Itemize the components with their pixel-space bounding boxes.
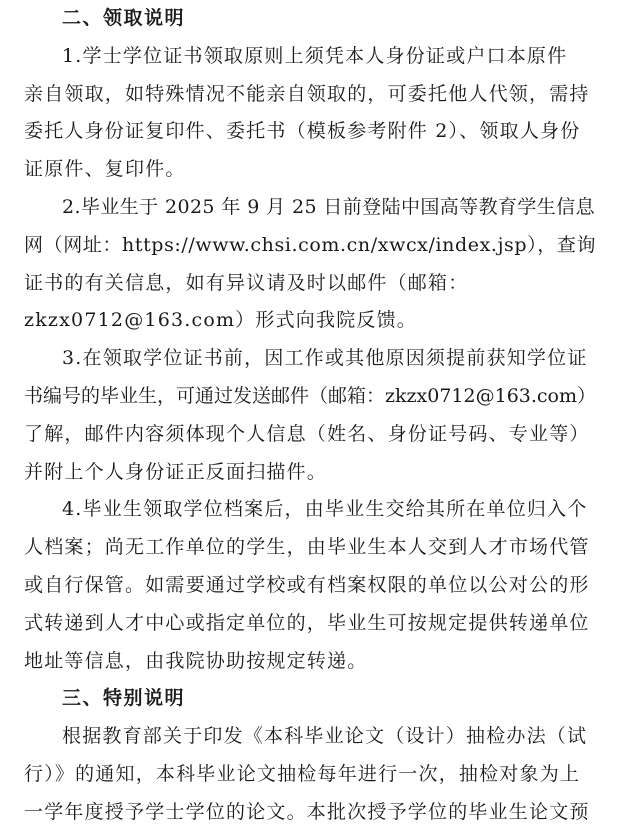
paragraph-line: 人档案；尚无工作单位的学生，由毕业生本人交到人才市场代管 [24,536,590,559]
section-heading-collection: 二、领取说明 [62,7,186,29]
paragraph-line: 行）》的通知，本科毕业论文抽检每年进行一次，抽检对象为上 [24,762,581,785]
paragraph-line: 或自行保管。如需要通过学校或有档案权限的单位以公对公的形 [24,573,590,596]
paragraph-thesis-check [24,718,600,831]
paragraph-line: 式转递到人才中心或指定单位的，毕业生可按规定提供转递单位 [24,611,590,634]
paragraph-line: 4.毕业生领取学位档案后，由毕业生交给其所在单位归入个 [62,498,588,521]
paragraph-line: 3.在领取学位证书前，因工作或其他原因须提前获知学位证 [62,347,588,370]
paragraph-line-with-email: 书编号的毕业生，可通过发送邮件（邮箱：zkzx0712@163.com） [24,384,597,407]
paragraph-info-check [24,189,600,340]
paragraph-line: 1.学士学位证书领取原则上须凭本人身份证或户口本原件 [62,44,568,67]
paragraph-collection-principle [24,38,600,189]
paragraph-line: 根据教育部关于印发《本科毕业论文（设计）抽检办法（试 [62,725,588,748]
paragraph-line: 并附上个人身份证正反面扫描件。 [24,460,328,483]
paragraph-line: 地址等信息，由我院协助按规定转递。 [24,649,368,672]
paragraph-certificate-number [24,340,600,491]
paragraph-line-with-email: zkzx0712@163.com）形式向我院反馈。 [24,309,418,332]
paragraph-line: 了解，邮件内容须体现个人信息（姓名、身份证号码、专业等） [24,422,590,445]
paragraph-line: 证书的有关信息，如有异议请及时以邮件（邮箱： [24,271,469,294]
document-page [24,0,600,832]
paragraph-line: 一学年度授予学士学位的论文。本批次授予学位的毕业生论文预 [24,800,590,823]
paragraph-line: 委托人身份证复印件、委托书（模板参考附件 2）、领取人身份 [24,120,581,143]
paragraph-archive [24,491,600,680]
paragraph-line-with-url: 网（网址：https://www.chsi.com.cn/xwcx/index.jsp），查询 [24,233,597,256]
section-heading-special: 三、特别说明 [62,687,186,710]
paragraph-line: 证原件、复印件。 [24,158,186,181]
paragraph-line: 2.毕业生于 2025 年 9 月 25 日前登陆中国高等教育学生信息 [62,195,595,218]
paragraph-line: 亲自领取，如特殊情况不能亲自领取的，可委托他人代领，需持 [24,82,590,105]
